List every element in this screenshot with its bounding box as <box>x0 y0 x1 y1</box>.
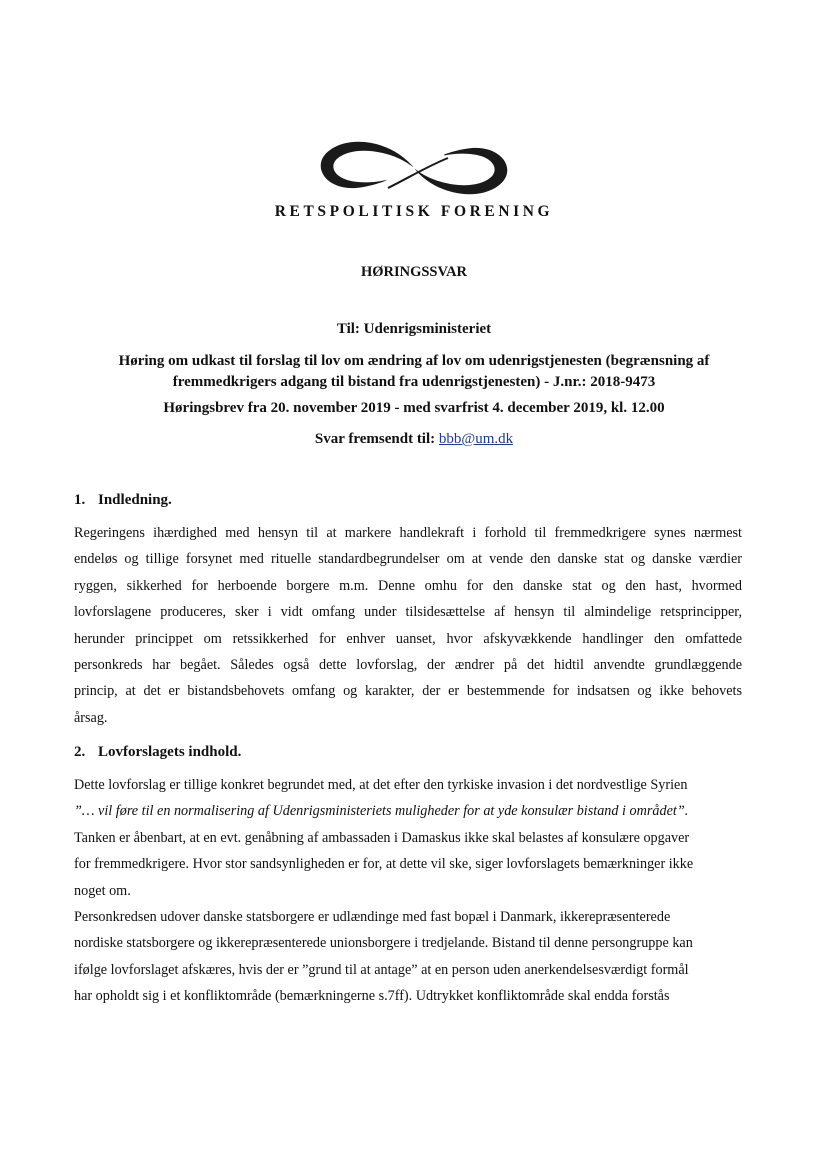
section-title: Lovforslagets indhold. <box>98 744 242 760</box>
answer-label: Svar fremsendt til: <box>314 431 436 447</box>
paragraph-line: årsag. <box>74 709 108 726</box>
paragraph-line: endeløs og tillige forsynet med rituelle standardbegrundelser om at vende den danske stat og danske værdier <box>74 551 742 568</box>
subject-line: fremmedkrigers adgang til bistand fra udenrigstjenesten) - J.nr.: 2018-9473 <box>172 374 656 390</box>
paragraph-line: personkreds har begået. Således også dette lovforslag, der ændrer på det hidtil anvendte grundlæggende <box>74 657 742 674</box>
organization-name: RETSPOLITISK FORENING <box>274 203 554 220</box>
document-type: HØRINGSSVAR <box>360 264 468 280</box>
recipient-line: Til: Udenrigsministeriet <box>336 321 492 337</box>
paragraph-line: ryggen, sikkerhed for herboende borgere m.m. Denne omhu for den danske stat og den hast, hvormed <box>74 577 742 594</box>
section-heading <box>74 492 172 509</box>
section-paragraph <box>74 520 742 731</box>
paragraph-line: Personkredsen udover danske statsborgere er udlændinge med fast bopæl i Danmark, ikkerepræsenterede <box>74 909 671 926</box>
section-number: 1. <box>74 492 86 508</box>
paragraph-line: lovforslagene produceres, sker i vidt omfang under tilsidesættelse af hensyn til almindelige retsprincipper, <box>74 604 742 621</box>
subject <box>0 351 828 393</box>
section-heading <box>74 744 241 761</box>
email-link[interactable]: bbb@um.dk <box>438 431 514 447</box>
paragraph-line: princip, at det er bistandsbehovets omfang og karakter, der er bestemmende for indsatsen og ikke behovets <box>74 683 742 700</box>
infinity-logo-icon <box>316 136 512 200</box>
section-paragraph <box>74 772 742 1010</box>
letter-info: Høringsbrev fra 20. november 2019 - med svarfrist 4. december 2019, kl. 12.00 <box>163 400 665 416</box>
paragraph-line: nordiske statsborgere og ikkerepræsenterede unionsborgere i tredjelande. Bistand til denne persongruppe kan <box>74 935 693 952</box>
paragraph-line: ifølge lovforslaget afskæres, hvis der er ”grund til at antage” at en person uden anerkendelsesværdigt formål <box>74 961 689 978</box>
paragraph-line: Regeringens ihærdighed med hensyn til at markere handlekraft i forhold til fremmedkrigere synes nærmest <box>74 525 742 541</box>
paragraph-line: noget om. <box>74 882 131 899</box>
paragraph-line: herunder princippet om retssikkerhed for enhver uanset, hvor afskyvækkende handlinger den omfattede <box>74 630 742 647</box>
subject-line: Høring om udkast til forslag til lov om ændring af lov om udenrigstjenesten (begrænsning af <box>118 353 710 369</box>
paragraph-line: Dette lovforslag er tillige konkret begrundet med, at det efter den tyrkiske invasion i det nordvestlige Syrien <box>74 777 688 793</box>
paragraph-line: Tanken er åbenbart, at en evt. genåbning af ambassaden i Damaskus ikke skal belastes af konsulære opgaver <box>74 829 690 846</box>
paragraph-line: for fremmedkrigere. Hvor stor sandsynligheden er for, at dette vil ske, siger lovforslagets bemærkninger ikke <box>74 856 694 873</box>
section-number: 2. <box>74 744 86 760</box>
answer-line <box>0 431 828 448</box>
quote-line <box>74 798 742 824</box>
quote-text: ”… vil føre til en normalisering af Udenrigsministeriets muligheder for at yde konsulær bistand i området”. <box>74 803 689 820</box>
paragraph-line: har opholdt sig i et konfliktområde (bemærkningerne s.7ff). Udtrykket konfliktområde skal endda forstås <box>74 988 670 1005</box>
section-title: Indledning. <box>98 492 172 508</box>
